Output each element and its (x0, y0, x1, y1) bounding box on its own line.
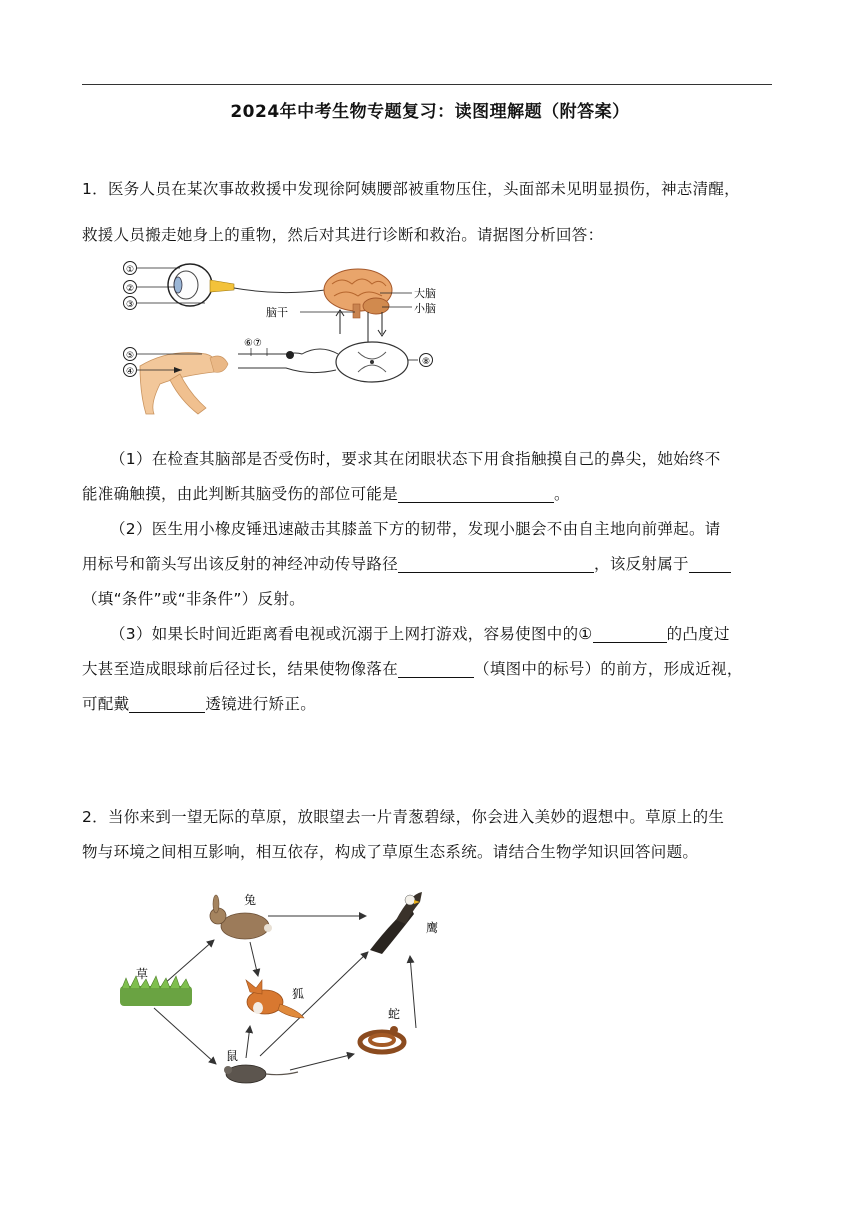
label-5: ⑤ (125, 351, 135, 361)
eagle-label: 鹰 (426, 921, 439, 935)
q1-sub2-path-blank[interactable] (398, 554, 594, 573)
q1-sub2-text-b: ，该反射属于 (594, 555, 689, 573)
snake-illustration (360, 1026, 404, 1052)
fox-label: 狐 (292, 987, 305, 1001)
q1-sub3-text-f: 透镜进行矫正。 (205, 695, 317, 713)
mouse-label: 鼠 (226, 1049, 239, 1063)
rabbit-label: 兔 (244, 893, 257, 907)
label-2: ② (125, 284, 135, 294)
q1-sub2-line2 (82, 547, 782, 582)
q1-sub3-line1 (82, 617, 782, 652)
q2-stem-line1: 2．当你来到一望无际的草原，放眼望去一片青葱碧绿，你会进入美妙的遐想中。草原上的生 (82, 808, 725, 826)
q1-sub3-text-c: 大甚至造成眼球前后径过长，结果使物像落在 (82, 660, 399, 678)
q1-sub2-line1: （2）医生用小橡皮锤迅速敲击其膝盖下方的韧带，发现小腿会不由自主地向前弹起。请 (110, 520, 721, 538)
document-title: 2024年中考生物专题复习：读图理解题（附答案） (230, 102, 630, 122)
q2-stem-line2: 物与环境之间相互影响，相互依存，构成了草原生态系统。请结合生物学知识回答问题。 (82, 843, 699, 861)
q1-sub1-end: 。 (554, 485, 570, 503)
q1-subquestions (82, 442, 782, 722)
leg-illustration (140, 353, 228, 415)
q1-sub1-line2 (82, 477, 782, 512)
rabbit-illustration (210, 895, 272, 939)
q1-sub3-text-e: 可配戴 (82, 695, 130, 713)
q1-stem-line2: 救援人员搬走她身上的重物，然后对其进行诊断和救治。请据图分析回答： (82, 226, 604, 244)
food-web-figure (110, 884, 450, 1090)
label-8: ⑧ (421, 357, 431, 367)
eagle-illustration (370, 892, 422, 954)
q1-sub3-label-blank[interactable] (398, 659, 474, 678)
header-rule (82, 84, 772, 85)
q1-sub2-text: 用标号和箭头写出该反射的神经冲动传导路径 (82, 555, 399, 573)
brainstem-label: 脑干 (266, 306, 288, 319)
grass-label: 草 (136, 967, 149, 981)
mouse-illustration (224, 1065, 298, 1083)
q1-sub1-text: 能准确触摸，由此判断其脑受伤的部位可能是 (82, 485, 399, 503)
brain-illustration (324, 269, 392, 318)
label-1: ① (125, 265, 135, 275)
grass-illustration (120, 976, 192, 1006)
q1-sub3-text: （3）如果长时间近距离看电视或沉溺于上网打游戏，容易使图中的① (110, 625, 593, 643)
q1-stem (82, 172, 782, 253)
label-3: ③ (125, 300, 135, 310)
q1-sub3-line2 (82, 652, 782, 687)
food-web-arrows (154, 916, 416, 1070)
label-4: ④ (125, 367, 135, 377)
eye-illustration (168, 264, 234, 306)
spinal-cord (336, 342, 408, 382)
snake-label: 蛇 (388, 1007, 401, 1021)
q1-sub3-text-d: （填图中的标号）的前方，形成近视， (474, 660, 743, 678)
q1-sub3-lens-blank[interactable] (129, 694, 205, 713)
q1-stem-line1: 1．医务人员在某次事故救援中发现徐阿姨腰部被重物压住，头面部未见明显损伤，神志清醒， (82, 180, 740, 198)
q1-sub2-type-blank[interactable] (689, 554, 731, 573)
q2-stem (82, 800, 782, 870)
q1-sub3-structure-blank[interactable] (593, 624, 667, 643)
q1-sub2-line3: （填“条件”或“非条件”）反射。 (82, 590, 305, 608)
brain-label-cerebellum: 小脑 (414, 302, 436, 315)
nervous-system-figure (110, 254, 450, 422)
q1-sub1-answer-blank[interactable] (398, 484, 554, 503)
q1-sub3-line3 (82, 687, 782, 722)
q1-sub1-line1: （1）在检查其脑部是否受伤时，要求其在闭眼状态下用食指触摸自己的鼻尖，她始终不 (110, 450, 721, 468)
brain-label-cerebrum: 大脑 (414, 287, 436, 300)
label-6-7: ⑥⑦ (244, 338, 262, 349)
q1-sub3-text-b: 的凸度过 (666, 625, 730, 643)
